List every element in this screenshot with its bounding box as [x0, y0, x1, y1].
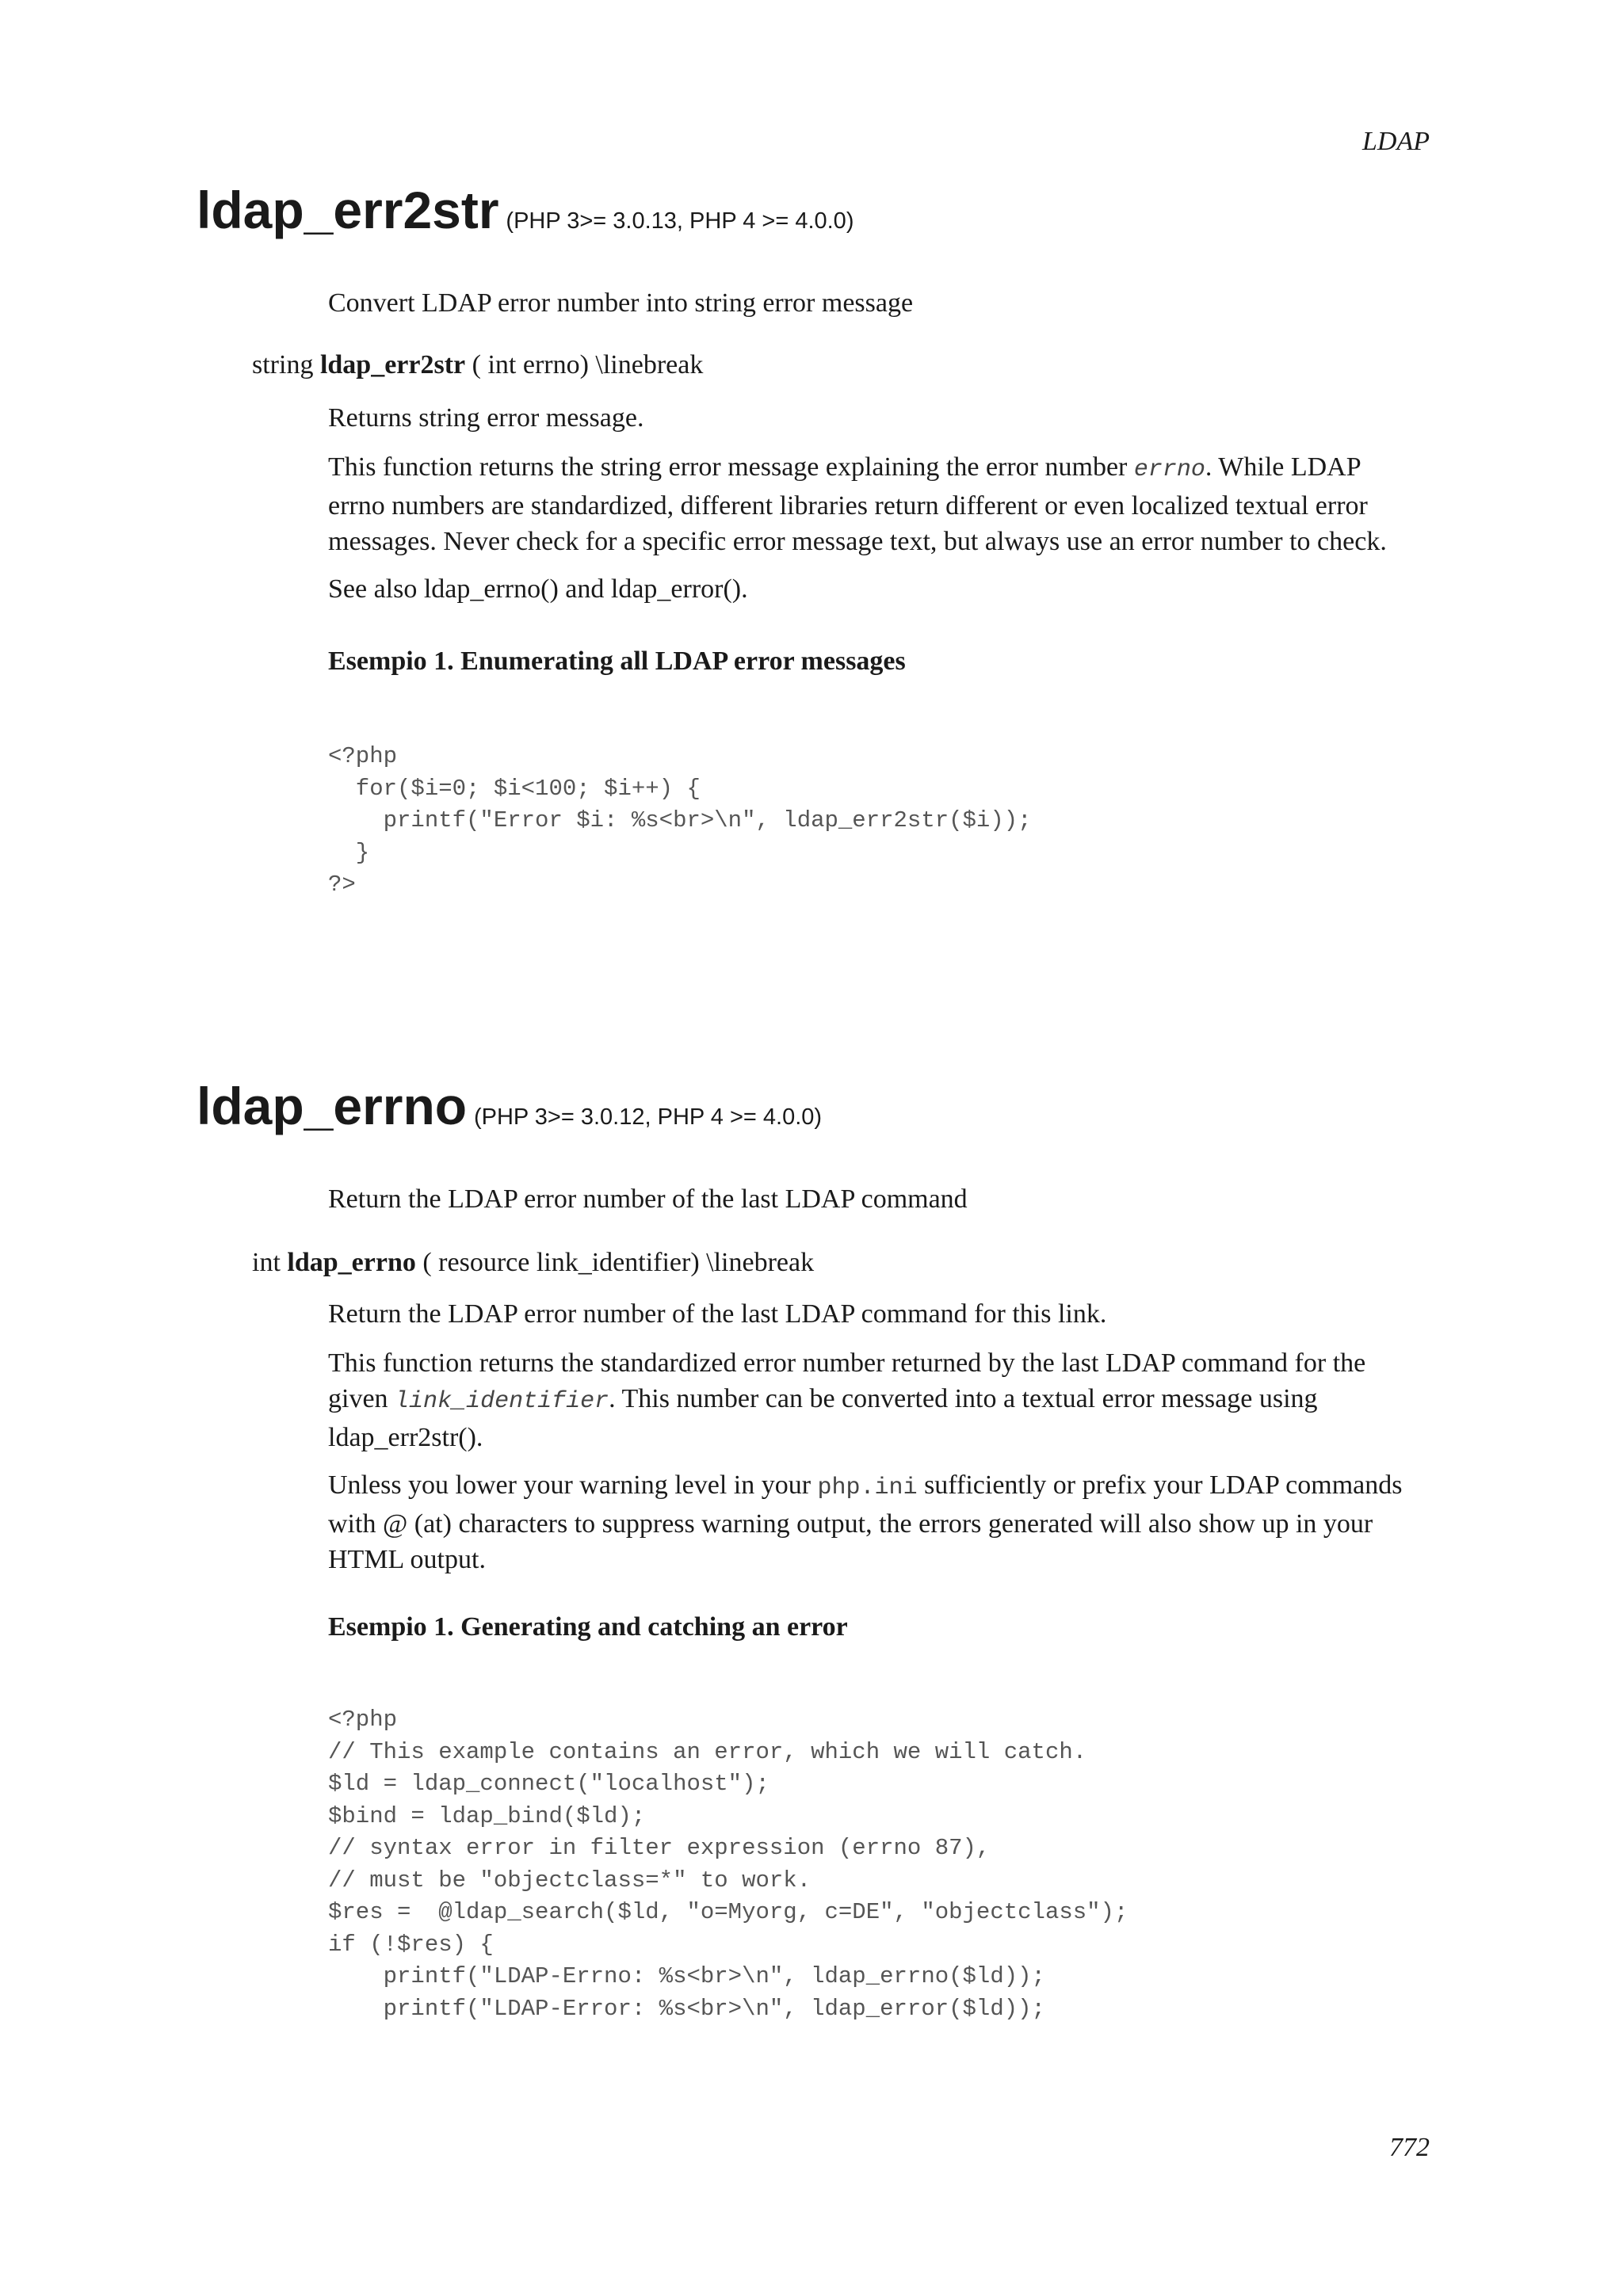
function-name: ldap_errno	[197, 1077, 468, 1135]
return-type: int	[252, 1248, 281, 1277]
synopsis-function-name: ldap_errno	[287, 1248, 416, 1277]
function-purpose: Return the LDAP error number of the last LDAP command	[328, 1184, 968, 1214]
page-number: 772	[1389, 2133, 1430, 2162]
entry-title-ldap-err2str	[197, 181, 854, 239]
parameter-name: errno	[1133, 456, 1205, 483]
description-text-continued: . This number can be converted into a textual error message using ldap_err2str().	[328, 1384, 1318, 1452]
returns-description: Returns string error message.	[328, 403, 644, 433]
returns-description: Return the LDAP error number of the last LDAP command for this link.	[328, 1299, 1107, 1329]
see-also: See also ldap_errno() and ldap_error().	[328, 574, 748, 604]
description-text: This function returns the string error message explaining the error number	[328, 452, 1134, 482]
version-info: (PHP 3>= 3.0.13, PHP 4 >= 4.0.0)	[506, 208, 854, 234]
example-title: Esempio 1. Generating and catching an error	[328, 1612, 848, 1642]
synopsis-params: ( resource link_identifier) \linebreak	[422, 1248, 815, 1277]
warning-text-continued: sufficiently or prefix your LDAP commands with @ (at) characters to suppress warning output, the errors generated will also show up in your HTML output.	[328, 1470, 1403, 1574]
entry-title-ldap-errno	[197, 1077, 823, 1135]
warning-text: Unless you lower your warning level in your	[328, 1470, 818, 1500]
function-synopsis	[252, 1248, 814, 1278]
function-name: ldap_err2str	[197, 181, 499, 239]
config-filename: php.ini	[817, 1474, 918, 1501]
return-type: string	[252, 350, 314, 379]
warning-note	[328, 1467, 1422, 1577]
synopsis-function-name: ldap_err2str	[319, 350, 466, 379]
parameter-name: link_identifier	[395, 1388, 609, 1415]
function-description	[328, 449, 1422, 559]
description-text-continued: . While LDAP errno numbers are standardized, different libraries return different or even localized textual error messages. Never check for a specific error message text, but always use an error number to check.	[328, 452, 1387, 556]
running-header: LDAP	[1362, 127, 1430, 156]
description-text: This function returns the standardized error number returned by the last LDAP command for the given	[328, 1348, 1366, 1413]
function-description	[328, 1345, 1422, 1455]
function-purpose: Convert LDAP error number into string error message	[328, 288, 914, 318]
code-example: <?php // This example contains an error, which we will catch. $ld = ldap_connect("localhost"); $bind = ldap_bind($ld); // syntax error in filter expression (errno 87), // must be "objectclass=*" to work. $res = @ldap_search($ld, "o=Myorg, c=DE", "objectclass"); if (!$res) { printf("LDAP-Errno: %s<br>\n", ldap_errno($ld)); printf("LDAP-Error: %s<br>\n", ldap_error($ld));	[328, 1707, 1128, 2022]
function-synopsis	[252, 350, 703, 380]
code-example: <?php for($i=0; $i<100; $i++) { printf("Error $i: %s<br>\n", ldap_err2str($i)); } ?>	[328, 743, 1032, 898]
synopsis-params: ( int errno) \linebreak	[472, 350, 704, 379]
example-title: Esempio 1. Enumerating all LDAP error messages	[328, 646, 906, 676]
version-info: (PHP 3>= 3.0.12, PHP 4 >= 4.0.0)	[473, 1104, 823, 1130]
